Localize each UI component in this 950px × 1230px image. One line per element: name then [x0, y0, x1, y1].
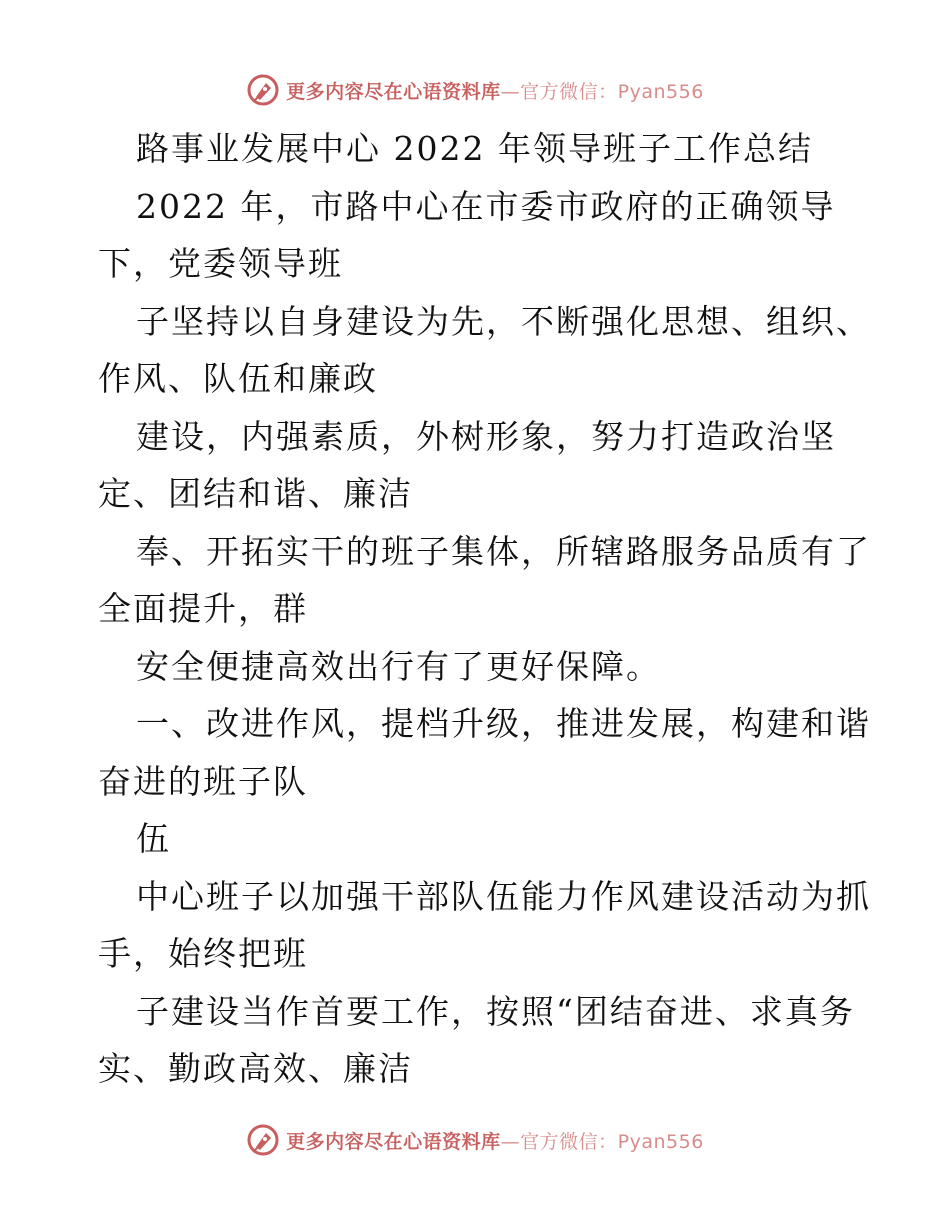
document-title: 路事业发展中心 2022 年领导班子工作总结 [136, 129, 813, 168]
footer-watermark [0, 1120, 950, 1160]
paragraph-line: 全面提升，群 [98, 589, 308, 628]
header-watermark-inner [246, 73, 704, 107]
paragraph-line: 中心班子以加强干部队伍能力作风建设活动为抓 [136, 876, 871, 916]
watermark-brand: 更多内容尽在心语资料库 [286, 1130, 501, 1153]
watermark-wechat: —官方微信：Pyan556 [500, 80, 704, 103]
section-heading-line: 奋进的班子队 [98, 761, 308, 801]
watermark-brand: 更多内容尽在心语资料库 [286, 80, 501, 103]
paragraph-line: 子坚持以自身建设为先，不断强化思想、组织、 [136, 301, 871, 341]
header-watermark [0, 70, 950, 110]
paragraph-line: 奉、开拓实干的班子集体，所辖路服务品质有了 [136, 531, 871, 571]
watermark-text [286, 1127, 704, 1154]
paragraph-line: 子建设当作首要工作，按照“团结奋进、求真务 [136, 991, 855, 1031]
paragraph-line: 实、勤政高效、廉洁 [98, 1049, 413, 1088]
paragraph-line: 下，党委领导班 [98, 244, 343, 283]
document-body [98, 120, 871, 1098]
paragraph-line: 建设，内强素质，外树形象，努力打造政治坚 [136, 416, 836, 456]
watermark-text [286, 77, 704, 104]
paragraph-line: 作风、队伍和廉政 [98, 359, 378, 398]
paragraph-line: 2022 年，市路中心在市委市政府的正确领导 [136, 186, 836, 226]
paragraph-line: 定、团结和谐、廉洁 [98, 474, 413, 513]
section-heading-line: 伍 [136, 819, 171, 858]
paragraph-line: 安全便捷高效出行有了更好保障。 [136, 646, 661, 686]
pen-nib-logo-icon [246, 73, 280, 107]
section-heading-line: 一、改进作风，提档升级，推进发展，构建和谐 [136, 704, 871, 743]
pen-nib-logo-icon [246, 1123, 280, 1157]
watermark-wechat: —官方微信：Pyan556 [500, 1130, 704, 1153]
footer-watermark-inner [246, 1123, 704, 1157]
paragraph-line: 手，始终把班 [98, 934, 308, 973]
